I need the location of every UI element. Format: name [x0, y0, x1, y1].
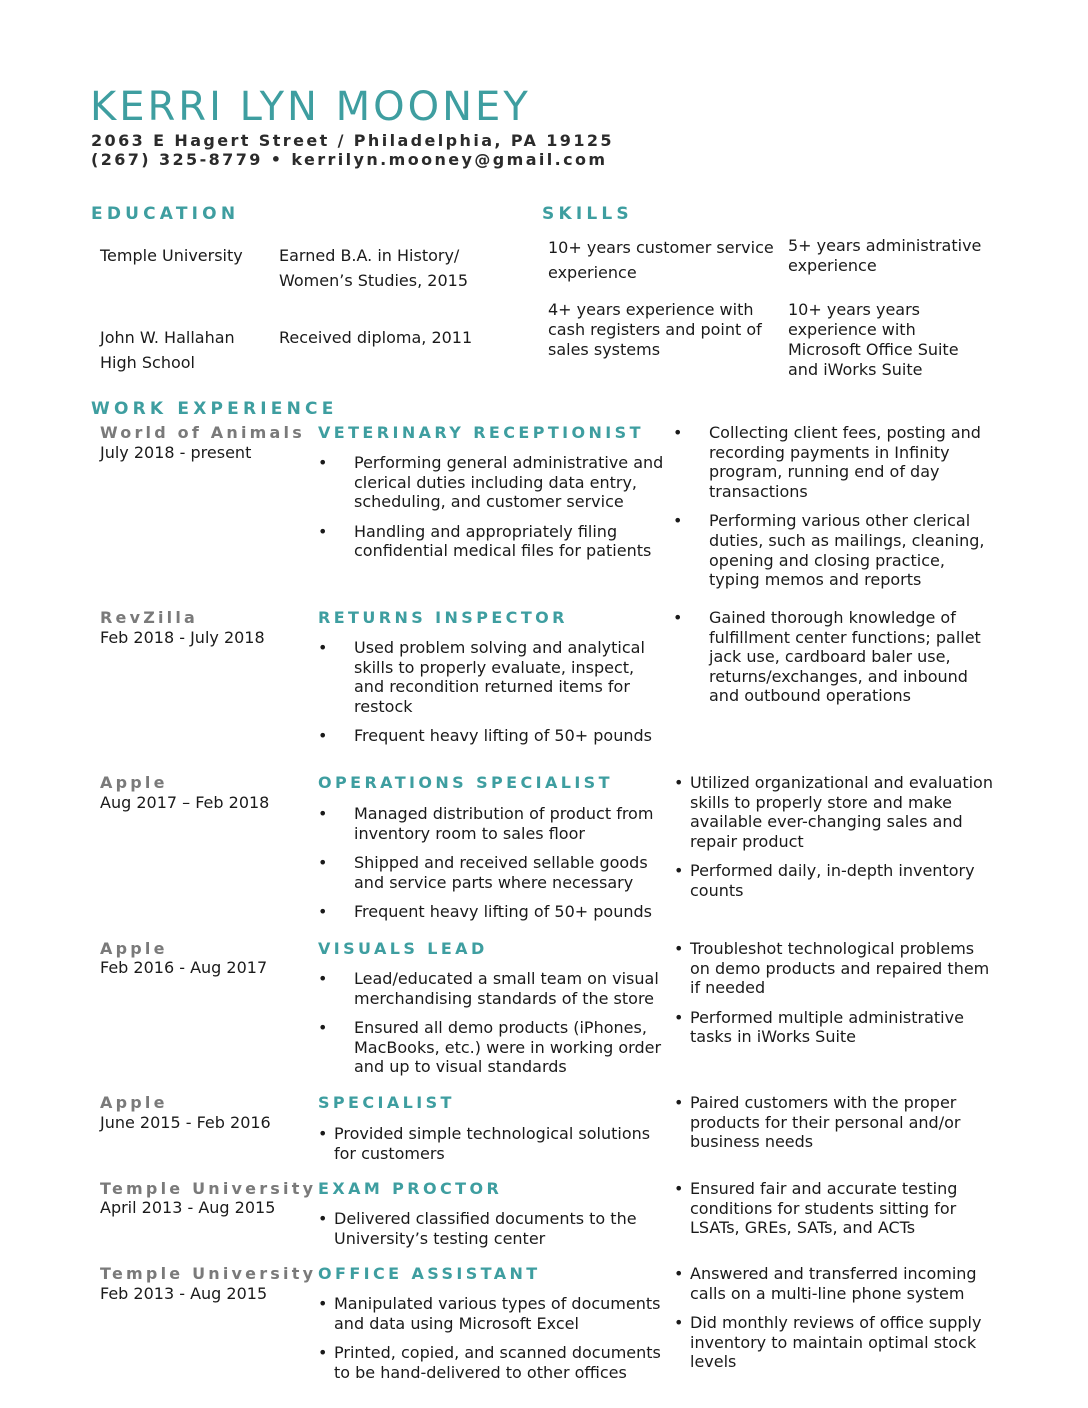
skill-line: 10+ years customer service	[548, 238, 774, 257]
duty-text: Lead/educated a small team on visual merchandising standards of the store	[354, 969, 659, 1008]
job-duties-left	[318, 1209, 668, 1258]
education-detail: Received diploma, 2011	[279, 328, 473, 347]
job-duties-right	[674, 1264, 994, 1382]
duty-text: Troubleshot technological problems on demo products and repaired them if needed	[690, 939, 990, 998]
duty-item	[318, 522, 668, 561]
bullet-icon: •	[674, 861, 684, 881]
address: 2063 E Hagert Street / Philadelphia, PA 19125	[91, 131, 614, 150]
education-detail-line: Earned B.A. in History/	[279, 246, 460, 265]
duty-item	[318, 726, 668, 746]
bullet-icon: •	[674, 939, 684, 958]
job-duties-right	[674, 1093, 994, 1162]
duty-text: Managed distribution of product from inventory room to sales floor	[354, 804, 654, 843]
job-duties-right	[674, 1179, 994, 1248]
duty-text: Gained thorough knowledge of fulfillment center functions; pallet jack use, cardboard baler use, returns/exchanges, and inbound and outbound operations	[709, 608, 981, 706]
education-school-line: High School	[100, 353, 195, 372]
bullet-icon: •	[674, 1313, 684, 1333]
duty-text: Paired customers with the proper products for their personal and/or business needs	[690, 1093, 961, 1152]
duty-text: Ensured all demo products (iPhones, MacBooks, etc.) were in working order and up to visual standards	[354, 1018, 662, 1077]
job-dates: Feb 2013 - Aug 2015	[100, 1284, 268, 1303]
job-duties-left	[318, 1124, 668, 1173]
duty-item	[673, 423, 993, 501]
skill-line: sales systems	[548, 340, 661, 359]
duty-item	[318, 969, 668, 1008]
duty-item	[673, 511, 993, 589]
duty-text: Frequent heavy lifting of 50+ pounds	[354, 902, 652, 922]
duty-text: Printed, copied, and scanned documents to be hand-delivered to other offices	[334, 1343, 661, 1382]
skill-line: cash registers and point of	[548, 320, 762, 339]
duty-item	[318, 1294, 668, 1333]
bullet-icon: •	[318, 1124, 328, 1143]
bullet-icon: •	[318, 638, 328, 657]
duty-item	[674, 1264, 994, 1303]
job-duties-right	[674, 773, 994, 911]
bullet-icon: •	[674, 1179, 684, 1198]
duty-item	[318, 804, 668, 843]
duty-text: Utilized organizational and evaluation skills to properly store and make available ever-changing sales and repair product	[690, 773, 993, 851]
job-duties-right	[673, 608, 993, 716]
job-duties-left	[318, 969, 668, 1087]
duty-item	[674, 1313, 994, 1372]
job-duties-right	[673, 423, 993, 600]
job-dates: July 2018 - present	[100, 443, 252, 462]
duty-item	[674, 1179, 994, 1238]
skill-line: experience	[788, 256, 877, 275]
job-company: RevZilla	[100, 608, 199, 627]
duty-item	[318, 1018, 668, 1077]
bullet-icon: •	[318, 969, 328, 988]
bullet-icon: •	[674, 1007, 684, 1027]
duty-text: Performing various other clerical duties, such as mailings, cleaning, opening and closing practice, typing memos and reports	[709, 511, 985, 590]
job-dates: Feb 2016 - Aug 2017	[100, 958, 268, 977]
duty-text: Ensured fair and accurate testing conditions for students sitting for LSATs, GREs, SATs, and ACTs	[690, 1179, 958, 1238]
duty-text: Handling and appropriately filing confidential medical files for patients	[354, 521, 652, 561]
skills-heading: SKILLS	[542, 204, 633, 224]
skill-line: and iWorks Suite	[788, 360, 923, 379]
duty-text: Collecting client fees, posting and recording payments in Infinity program, running end of day transactions	[709, 423, 981, 501]
duty-text: Performed multiple administrative tasks in iWorks Suite	[690, 1007, 964, 1047]
candidate-name: KERRI LYN MOONEY	[90, 84, 531, 130]
education-detail	[279, 243, 468, 293]
duty-item	[674, 1093, 994, 1152]
skill-item	[548, 235, 774, 285]
skill-item	[788, 300, 959, 380]
bullet-icon: •	[318, 853, 328, 873]
bullet-icon: •	[318, 453, 328, 472]
duty-item	[318, 1209, 668, 1248]
job-company: Apple	[100, 1093, 168, 1112]
skill-line: experience with	[788, 320, 916, 339]
duty-item	[673, 608, 993, 706]
phone-email: (267) 325-8779 • kerrilyn.mooney@gmail.com	[91, 150, 608, 169]
job-dates: Feb 2018 - July 2018	[100, 628, 265, 647]
duty-text: Shipped and received sellable goods and service parts where necessary	[354, 853, 648, 892]
bullet-icon: •	[674, 773, 684, 792]
job-duties-left	[318, 1294, 668, 1392]
job-company: Temple University	[100, 1179, 317, 1198]
education-school-line: John W. Hallahan	[100, 328, 235, 347]
skill-line: 5+ years administrative	[788, 236, 982, 255]
bullet-icon: •	[674, 1264, 684, 1283]
education-school	[100, 325, 235, 375]
bullet-icon: •	[318, 902, 328, 922]
duty-text: Performing general administrative and clerical duties including data entry, scheduling, and customer service	[354, 453, 664, 512]
job-duties-left	[318, 804, 668, 932]
job-title: VISUALS LEAD	[318, 939, 488, 958]
duty-item	[318, 1343, 668, 1382]
bullet-icon: •	[318, 1343, 328, 1363]
work-experience-heading: WORK EXPERIENCE	[91, 399, 338, 419]
education-school: Temple University	[100, 246, 243, 265]
duty-text: Did monthly reviews of office supply inventory to maintain optimal stock levels	[690, 1313, 982, 1372]
skill-line: 10+ years years	[788, 300, 920, 319]
skill-line: 4+ years experience with	[548, 300, 754, 319]
job-dates: Aug 2017 – Feb 2018	[100, 793, 270, 812]
job-company: World of Animals	[100, 423, 305, 442]
skill-item	[788, 236, 981, 276]
bullet-icon: •	[318, 1209, 328, 1228]
duty-text: Answered and transferred incoming calls on a multi-line phone system	[690, 1264, 977, 1303]
job-company: Apple	[100, 773, 168, 792]
job-title: OPERATIONS SPECIALIST	[318, 773, 613, 792]
job-title: VETERINARY RECEPTIONIST	[318, 423, 644, 442]
duty-item	[674, 939, 994, 998]
bullet-icon: •	[674, 1093, 684, 1112]
job-title: OFFICE ASSISTANT	[318, 1264, 541, 1283]
job-duties-left	[318, 453, 668, 571]
job-title: SPECIALIST	[318, 1093, 455, 1112]
duty-item	[318, 638, 668, 716]
duty-text: Used problem solving and analytical skills to properly evaluate, inspect, and recondition returned items for restock	[354, 638, 645, 716]
job-company: Apple	[100, 939, 168, 958]
skill-item	[548, 300, 762, 360]
job-dates: April 2013 - Aug 2015	[100, 1198, 276, 1217]
duty-text: Provided simple technological solutions for customers	[334, 1124, 651, 1163]
job-duties-left	[318, 638, 668, 756]
duty-text: Delivered classified documents to the University’s testing center	[334, 1209, 637, 1248]
bullet-icon: •	[318, 1294, 328, 1313]
bullet-icon: •	[318, 521, 328, 541]
duty-text: Performed daily, in-depth inventory counts	[690, 861, 975, 900]
bullet-icon: •	[673, 423, 683, 442]
job-duties-right	[674, 939, 994, 1057]
education-detail-line: Women’s Studies, 2015	[279, 271, 468, 290]
skill-line: Microsoft Office Suite	[788, 340, 959, 359]
duty-text: Manipulated various types of documents and data using Microsoft Excel	[334, 1294, 661, 1333]
duty-item	[674, 861, 994, 900]
bullet-icon: •	[673, 608, 683, 627]
job-title: EXAM PROCTOR	[318, 1179, 503, 1198]
bullet-icon: •	[318, 1018, 328, 1038]
bullet-icon: •	[318, 726, 328, 746]
bullet-icon: •	[318, 804, 328, 823]
duty-item	[318, 853, 668, 892]
duty-text: Frequent heavy lifting of 50+ pounds	[354, 726, 652, 746]
skill-line: experience	[548, 263, 637, 282]
job-title: RETURNS INSPECTOR	[318, 608, 568, 627]
bullet-icon: •	[673, 511, 683, 531]
duty-item	[318, 902, 668, 922]
duty-item	[318, 453, 668, 512]
job-dates: June 2015 - Feb 2016	[100, 1113, 271, 1132]
job-company: Temple University	[100, 1264, 317, 1283]
duty-item	[674, 773, 994, 851]
duty-item	[674, 1008, 994, 1047]
education-heading: EDUCATION	[91, 204, 240, 224]
duty-item	[318, 1124, 668, 1163]
